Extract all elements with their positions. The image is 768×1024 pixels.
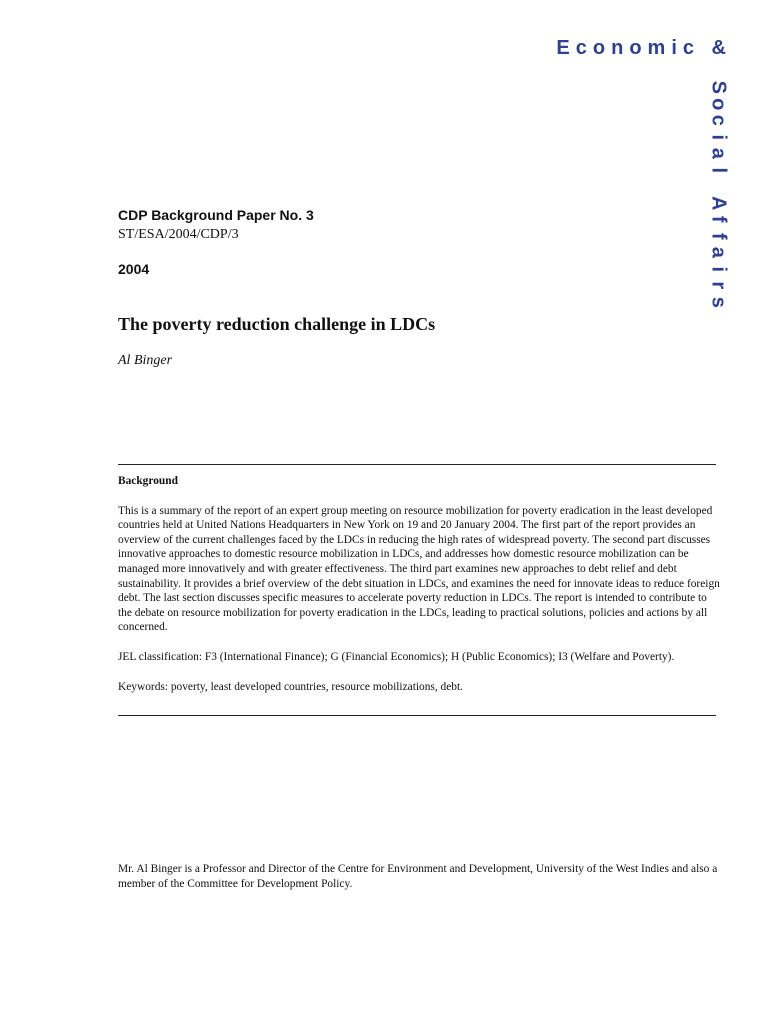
- brand-letter: f: [707, 232, 730, 240]
- paper-series: CDP Background Paper No. 3: [118, 207, 314, 223]
- document-symbol: ST/ESA/2004/CDP/3: [118, 227, 239, 242]
- divider-top: [118, 464, 716, 465]
- brand-letter: i: [707, 133, 730, 140]
- author-note: Mr. Al Binger is a Professor and Director of the Centre for Environment and Development, University of the West Indies and also a member of the Committee for Development Policy.: [118, 863, 718, 890]
- abstract-box: [118, 474, 722, 694]
- brand-letter: a: [707, 147, 730, 159]
- author-name: Al Binger: [118, 353, 173, 368]
- brand-letter: A: [707, 195, 730, 210]
- brand-letter: s: [707, 296, 730, 308]
- brand-letter: a: [707, 246, 730, 258]
- jel-classification: JEL classification: F3 (International Finance); G (Financial Economics); H (Public Economics); I3 (Welfare and Poverty).: [118, 650, 675, 663]
- keywords: Keywords: poverty, least developed countries, resource mobilizations, debt.: [118, 680, 463, 693]
- divider-bottom: [118, 715, 716, 716]
- publication-year: 2004: [118, 261, 150, 277]
- brand-letter: i: [707, 265, 730, 272]
- brand-letter: o: [707, 97, 730, 110]
- abstract-heading: Background: [118, 475, 178, 487]
- brand-letter: c: [707, 114, 730, 126]
- brand-letter: l: [707, 166, 730, 173]
- brand-letter: r: [707, 281, 730, 290]
- brand-heading-social-affairs: [708, 79, 732, 310]
- paper-title: The poverty reduction challenge in LDCs: [118, 314, 436, 334]
- brand-heading-economic: Economic &: [556, 37, 732, 59]
- brand-letter: f: [707, 215, 730, 223]
- brand-letter: S: [707, 80, 730, 94]
- abstract-summary: This is a summary of the report of an expert group meeting on resource mobilization for poverty eradication in the least developed countries held at United Nations Headquarters in New York on 19 and 20 January 2004. The first part of the report provides an overview of the current challenges faced by the LDCs in reducing the high rates of widespread poverty. The second part discusses innovative approaches to domestic resource mobilization in LDCs, and addresses how domestic resource mobilization can be managed more innovatively and with greater effectiveness. The third part examines new approaches to debt relief and debt sustainability. It provides a brief overview of the debt situation in LDCs, and examines the need for innovate ideas to reduce foreign debt. The last section discusses specific measures to accelerate poverty reduction in LDCs. The report is intended to contribute to the debate on resource mobilization for poverty eradication in the LDCs, leading to practical solutions, policies and actions by all concerned.: [118, 504, 720, 634]
